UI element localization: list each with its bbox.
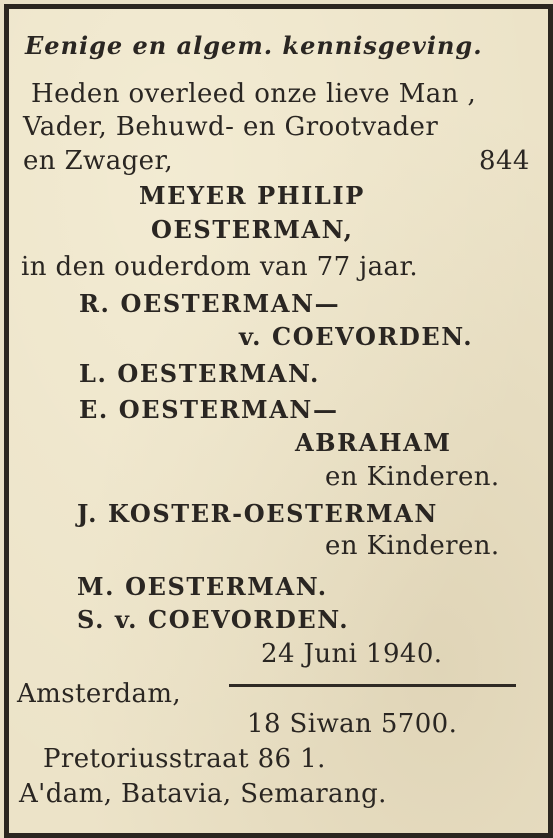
notice-date: 24 Juni 1940. xyxy=(261,639,443,669)
family-member-e-oesterman: E. OESTERMAN— xyxy=(79,395,339,424)
ad-number: 844 xyxy=(479,146,530,176)
intro-line-2: Vader, Behuwd- en Grootvader xyxy=(23,112,439,142)
death-notice xyxy=(4,4,553,838)
and-children-1: en Kinderen. xyxy=(325,462,500,492)
family-member-abraham: ABRAHAM xyxy=(295,428,452,457)
family-member-v-coevorden: v. COEVORDEN. xyxy=(239,322,474,351)
family-member-s-v-coevorden: S. v. COEVORDEN. xyxy=(77,605,350,634)
place-name: Amsterdam, xyxy=(17,679,182,709)
address-line: Pretoriusstraat 86 1. xyxy=(43,744,326,774)
deceased-surname: OESTERMAN, xyxy=(151,215,354,244)
divider-rule xyxy=(229,684,516,687)
family-member-m-oesterman: M. OESTERMAN. xyxy=(77,572,328,601)
age-line: in den ouderdom van 77 jaar. xyxy=(21,252,419,282)
intro-line-1: Heden overleed onze lieve Man , xyxy=(31,79,477,109)
hebrew-date: 18 Siwan 5700. xyxy=(247,709,458,739)
family-member-j-koster-oesterman: J. KOSTER-OESTERMAN xyxy=(77,499,438,528)
cities-line: A'dam, Batavia, Semarang. xyxy=(19,779,387,809)
family-member-l-oesterman: L. OESTERMAN. xyxy=(79,359,320,388)
notice-heading: Eenige en algem. kennisgeving. xyxy=(25,31,483,60)
and-children-2: en Kinderen. xyxy=(325,531,500,561)
family-member-r-oesterman: R. OESTERMAN— xyxy=(79,289,341,318)
deceased-first-names: MEYER PHILIP xyxy=(139,181,365,210)
intro-line-3: en Zwager, xyxy=(23,146,174,176)
